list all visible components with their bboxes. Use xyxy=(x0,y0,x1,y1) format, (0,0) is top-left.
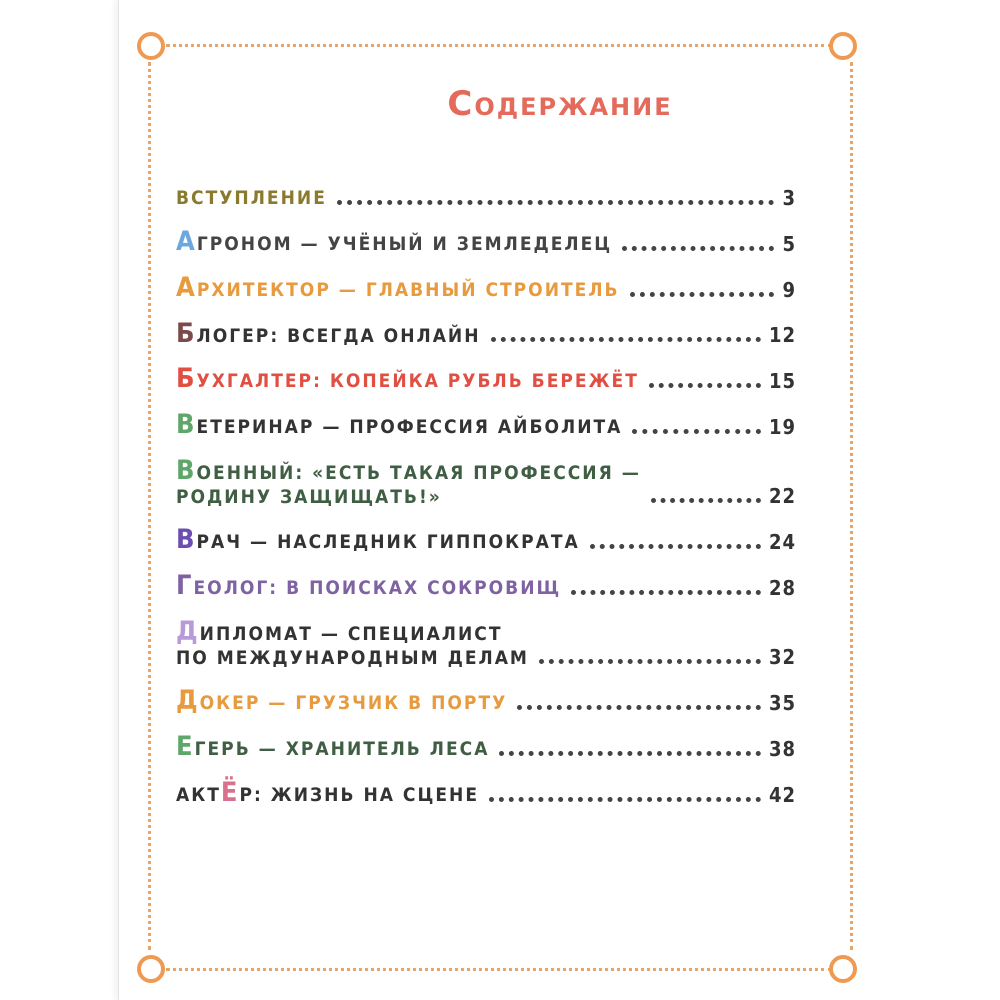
toc-entry-title xyxy=(176,187,327,211)
toc-entry xyxy=(176,685,796,717)
toc-entry-text: ЛОГЕР: ВСЕГДА ОНЛАЙН xyxy=(196,324,481,347)
toc-dot-leader xyxy=(590,544,761,549)
frame-corner-ring-bottom-left xyxy=(137,955,165,983)
toc-entry-initial-letter: А xyxy=(176,271,197,303)
frame-bottom-border xyxy=(166,968,832,971)
frame-corner-ring-top-right xyxy=(829,32,857,60)
toc-entry-title xyxy=(176,685,508,717)
toc-entry-title xyxy=(176,226,613,257)
toc-entry xyxy=(176,570,796,601)
toc-entry-title xyxy=(176,731,490,762)
toc-page-number: 24 xyxy=(768,530,796,554)
toc-dot-leader xyxy=(571,590,761,595)
toc-entry-initial-letter: В xyxy=(176,524,197,556)
toc-entry xyxy=(176,363,796,395)
toc-entry-text: ЕТЕРИНАР — ПРОФЕССИЯ АЙБОЛИТА xyxy=(196,416,623,438)
toc-entry xyxy=(176,409,796,440)
toc-entry xyxy=(176,454,796,510)
toc-dot-leader xyxy=(649,383,761,388)
toc-entry-text: ОКЕР — ГРУЗЧИК В ПОРТУ xyxy=(199,692,508,715)
toc-entry xyxy=(176,226,796,257)
toc-entry-text: УХГАЛТЕР: КОПЕЙКА РУБЛЬ БЕРЕЖЁТ xyxy=(196,370,639,393)
frame-left-border xyxy=(148,62,151,950)
toc-page-number: 38 xyxy=(768,736,796,761)
toc-entry xyxy=(176,615,796,671)
toc-entry-title xyxy=(176,271,620,303)
frame-right-border xyxy=(850,62,853,950)
toc-entry-title xyxy=(176,570,562,601)
frame-top-border xyxy=(166,44,832,47)
toc-page-number: 5 xyxy=(782,231,796,256)
toc-entry-text: РАЧ — НАСЛЕДНИК ГИППОКРАТА xyxy=(196,531,580,554)
toc-dot-leader xyxy=(632,429,761,434)
page-title: Содержание xyxy=(447,84,673,124)
page-edge xyxy=(118,0,119,1000)
toc-entry-initial-letter: Д xyxy=(176,615,200,647)
toc-entry-initial-letter: Д xyxy=(176,685,200,717)
toc-entry xyxy=(176,271,796,303)
toc-page-number: 12 xyxy=(768,323,796,348)
toc-dot-leader xyxy=(489,797,761,802)
toc-page-number: 15 xyxy=(768,369,796,393)
toc-entry xyxy=(176,317,796,349)
toc-entry-initial-letter: В xyxy=(176,409,197,440)
toc-entry-text: ЕОЛОГ: В ПОИСКАХ СОКРОВИЩ xyxy=(193,577,562,599)
toc-dot-leader xyxy=(539,659,761,664)
toc-entry-title xyxy=(176,317,481,349)
toc-page-number: 42 xyxy=(768,782,796,807)
toc-entry-title xyxy=(176,615,529,671)
toc-dot-leader xyxy=(499,751,761,756)
toc-dot-leader xyxy=(517,705,761,710)
toc-page-number: 22 xyxy=(768,484,796,509)
toc-entry xyxy=(176,524,796,556)
frame-corner-ring-bottom-right xyxy=(829,955,857,983)
toc-entry-title xyxy=(176,363,639,395)
toc-entry xyxy=(176,186,796,211)
toc-page-number: 28 xyxy=(768,575,796,600)
toc-page-number: 19 xyxy=(768,414,796,439)
toc-entry-text: АКТЁР: ЖИЗНЬ НА СЦЕНЕ xyxy=(176,776,480,808)
toc-entry-text: ИПЛОМАТ — СПЕЦИАЛИСТ ПО МЕЖДУНАРОДНЫМ ДЕЛАМ xyxy=(176,622,529,669)
toc-dot-leader xyxy=(651,498,761,503)
toc-entry-title xyxy=(176,409,623,440)
toc-dot-leader xyxy=(622,246,774,251)
toc-entry-text: ВСТУПЛЕНИЕ xyxy=(176,187,327,210)
toc-entry-initial-letter: Г xyxy=(176,570,194,601)
toc-entry-text: РХИТЕКТОР — ГЛАВНЫЙ СТРОИТЕЛЬ xyxy=(196,278,620,301)
toc-dot-leader xyxy=(491,337,761,342)
frame-corner-ring-top-left xyxy=(137,32,165,60)
toc-dot-leader xyxy=(630,292,775,297)
toc-entry-title xyxy=(176,454,641,510)
toc-page-number: 3 xyxy=(782,186,796,210)
toc-entry xyxy=(176,731,796,762)
toc-entry-title xyxy=(176,524,580,556)
toc-entry-initial-letter: Б xyxy=(176,317,197,349)
toc-entry-initial-letter: В xyxy=(176,454,197,486)
toc-entry-title xyxy=(176,776,480,808)
toc-page-number: 32 xyxy=(768,645,796,670)
toc-entry-text: ОЕННЫЙ: «ЕСТЬ ТАКАЯ ПРОФЕССИЯ — РОДИНУ ЗАЩИЩАТЬ!» xyxy=(176,461,641,508)
toc-entry-initial-letter: Е xyxy=(176,731,195,762)
toc-entry-text: ГЕРЬ — ХРАНИТЕЛЬ ЛЕСА xyxy=(194,738,490,760)
table-of-contents xyxy=(176,186,796,827)
toc-page-number: 35 xyxy=(768,691,796,715)
toc-dot-leader xyxy=(337,200,775,205)
toc-entry xyxy=(176,776,796,808)
toc-entry-text: ГРОНОМ — УЧЁНЫЙ И ЗЕМЛЕДЕЛЕЦ xyxy=(196,233,613,255)
toc-entry-initial-letter: Б xyxy=(176,363,197,395)
toc-entry-initial-letter: А xyxy=(176,226,197,257)
toc-page-number: 9 xyxy=(782,277,796,302)
